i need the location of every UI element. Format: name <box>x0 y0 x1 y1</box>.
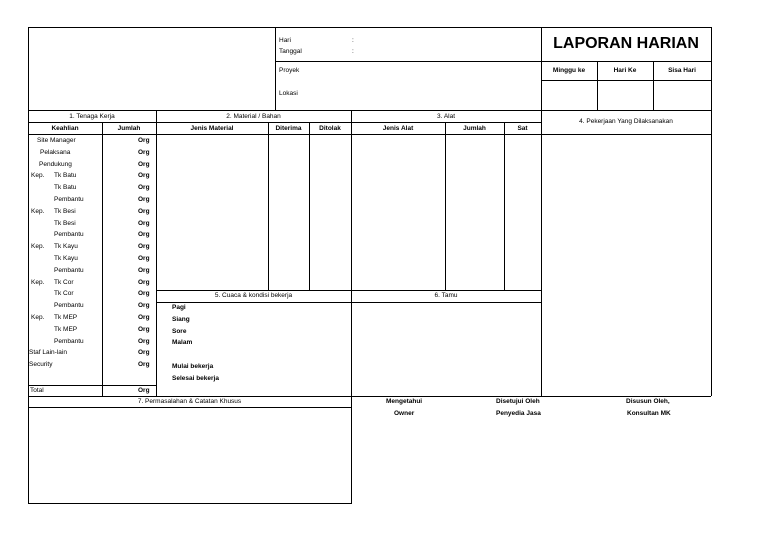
worker-unit: Org <box>138 338 150 345</box>
worker-unit: Org <box>138 361 150 368</box>
worker-name: Tk Besi <box>54 208 76 215</box>
col-diterima: Diterima <box>275 125 302 132</box>
hari-colon: : <box>352 37 354 44</box>
worker-unit: Org <box>138 137 150 144</box>
worker-unit: Org <box>138 149 150 156</box>
sign-mengetahui: Mengetahui <box>386 398 423 405</box>
worker-unit: Org <box>138 184 150 191</box>
minggu-ke-label: Minggu ke <box>552 67 586 74</box>
worker-unit: Org <box>138 326 150 333</box>
worker-name: Pembantu <box>54 267 84 274</box>
section-alat: 3. Alat <box>436 113 456 120</box>
worker-unit: Org <box>138 196 150 203</box>
worker-name: Pembantu <box>54 196 84 203</box>
cuaca-malam: Malam <box>172 339 193 346</box>
worker-unit: Org <box>138 314 150 321</box>
sign-disetujui: Disetujui Oleh <box>496 398 540 405</box>
worker-unit: Org <box>138 172 150 179</box>
worker-name: Pelaksana <box>40 149 71 156</box>
hari-ke-label: Hari Ke <box>613 67 637 74</box>
worker-name: Tk Kayu <box>54 255 78 262</box>
section-tamu: 6. Tamu <box>434 292 458 299</box>
worker-prefix: Kep. <box>31 314 45 321</box>
worker-unit: Org <box>138 349 150 356</box>
worker-name: Tk Batu <box>54 184 77 191</box>
worker-prefix: Kep. <box>31 243 45 250</box>
worker-name: Tk MEP <box>54 314 78 321</box>
tanggal-colon: : <box>352 48 354 55</box>
sisa-hari-label: Sisa Hari <box>668 67 696 74</box>
sign-konsultan: Konsultan MK <box>627 410 671 417</box>
jam-selesai: Selesai bekerja <box>172 375 219 382</box>
col-jumlah: Jumlah <box>117 125 141 132</box>
worker-unit: Org <box>138 243 150 250</box>
section-cuaca: 5. Cuaca & kondisi bekerja <box>214 292 293 299</box>
worker-name: Pembantu <box>54 231 84 238</box>
tanggal-label: Tanggal <box>279 48 302 55</box>
section-permasalahan: 7. Permasalahan & Catatan Khusus <box>137 398 242 405</box>
worker-name: Site Manager <box>37 137 76 144</box>
worker-unit: Org <box>138 161 150 168</box>
cuaca-pagi: Pagi <box>172 304 186 311</box>
section-tenaga-kerja: 1. Tenaga Kerja <box>69 113 115 120</box>
hari-label: Hari <box>279 37 291 44</box>
col-sat: Sat <box>517 125 528 132</box>
col-ditolak: Ditolak <box>319 125 341 132</box>
worker-name: Pembantu <box>54 338 84 345</box>
cuaca-siang: Siang <box>172 316 190 323</box>
sign-owner: Owner <box>394 410 415 417</box>
lokasi-label: Lokasi <box>279 90 298 97</box>
proyek-label: Proyek <box>279 67 300 74</box>
worker-name: Tk Besi <box>54 220 76 227</box>
worker-name: Tk Batu <box>54 172 77 179</box>
worker-name: Tk Cor <box>54 290 74 297</box>
worker-prefix: Kep. <box>31 279 45 286</box>
col-jumlah-alat: Jumlah <box>463 125 486 132</box>
worker-unit: Org <box>138 231 150 238</box>
worker-prefix: Kep. <box>31 172 45 179</box>
worker-unit: Org <box>138 279 150 286</box>
worker-unit: Org <box>138 208 150 215</box>
sign-penyedia-jasa: Penyedia Jasa <box>496 410 541 417</box>
worker-name: Security <box>29 361 53 368</box>
worker-name: Tk Kayu <box>54 243 78 250</box>
jam-mulai: Mulai bekerja <box>172 363 214 370</box>
total-label: Total <box>30 387 44 394</box>
col-jenis-alat: Jenis Alat <box>382 125 414 132</box>
worker-name: Tk Cor <box>54 279 74 286</box>
total-unit: Org <box>138 387 150 394</box>
worker-unit: Org <box>138 290 150 297</box>
worker-name: Pembantu <box>54 302 84 309</box>
worker-unit: Org <box>138 255 150 262</box>
worker-unit: Org <box>138 267 150 274</box>
section-material: 2. Material / Bahan <box>226 113 281 120</box>
worker-name: Staf Lain-lain <box>29 349 67 356</box>
worker-name: Pendukung <box>39 161 72 168</box>
col-jenis-material: Jenis Material <box>190 125 234 132</box>
worker-unit: Org <box>138 302 150 309</box>
section-pekerjaan: 4. Pekerjaan Yang Dilaksanakan <box>579 118 673 125</box>
worker-prefix: Kep. <box>31 208 45 215</box>
page-title: LAPORAN HARIAN <box>553 35 699 52</box>
cuaca-sore: Sore <box>172 328 187 335</box>
worker-unit: Org <box>138 220 150 227</box>
col-keahlian: Keahlian <box>51 125 79 132</box>
sign-disusun: Disusun Oleh, <box>626 398 670 405</box>
worker-name: Tk MEP <box>54 326 78 333</box>
